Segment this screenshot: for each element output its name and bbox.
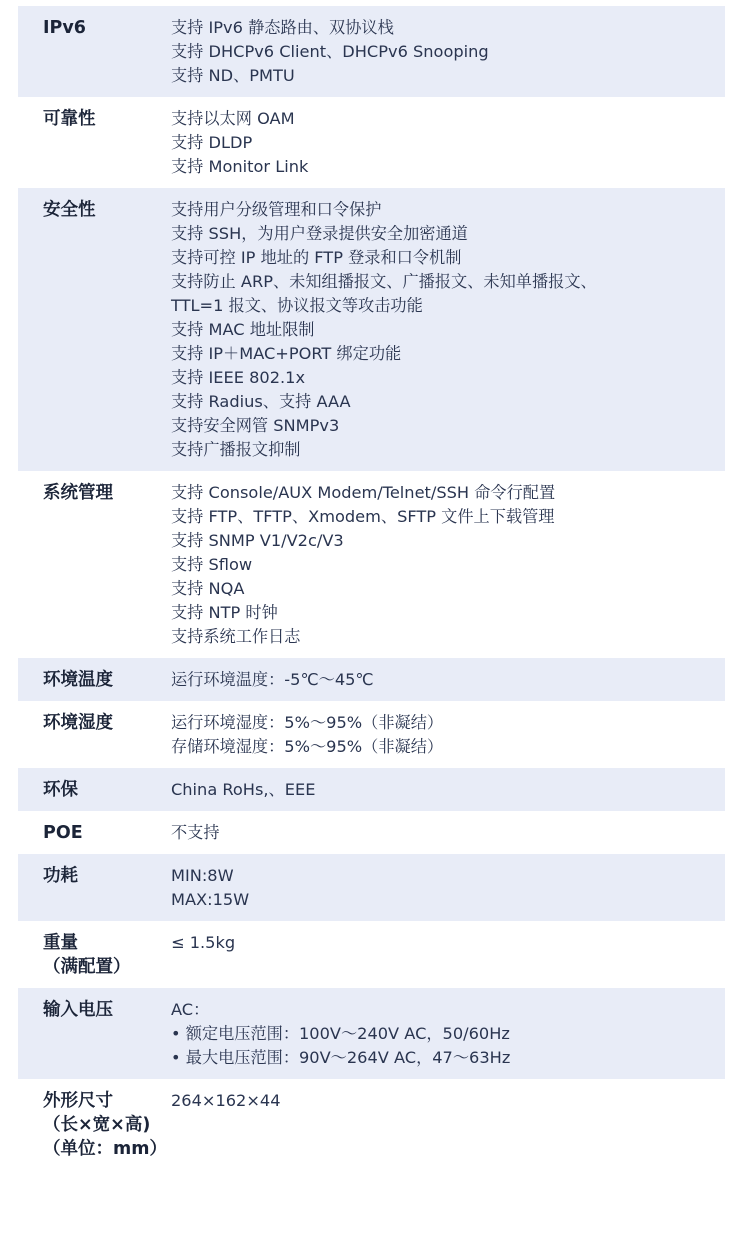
- spec-value-line: 支持 ND、PMTU: [171, 66, 295, 85]
- spec-value-line: 支持 IPv6 静态路由、双协议栈: [171, 18, 394, 37]
- spec-values: [171, 1089, 725, 1113]
- spec-label-line: 可靠性: [43, 109, 96, 129]
- spec-values: [171, 481, 725, 649]
- spec-values: [171, 16, 725, 88]
- spec-label: [18, 198, 171, 222]
- spec-value-line: 支持安全网管 SNMPv3: [171, 416, 340, 435]
- spec-value-line: ≤ 1.5kg: [171, 933, 236, 952]
- spec-row: [18, 811, 725, 854]
- spec-value-line: 支持 SSH，为用户登录提供安全加密通道: [171, 224, 468, 243]
- spec-value-line: 支持 IEEE 802.1x: [171, 368, 306, 387]
- spec-values: [171, 778, 725, 802]
- spec-value-line: 存储环境湿度：5%～95%（非凝结）: [171, 737, 444, 756]
- spec-value-line: 支持 FTP、TFTP、Xmodem、SFTP 文件上下载管理: [171, 507, 555, 526]
- spec-value-line: 支持 Radius、支持 AAA: [171, 392, 351, 411]
- spec-label-line: 功耗: [43, 866, 78, 886]
- spec-value-line: 支持防止 ARP、未知组播报文、广播报文、未知单播报文、: [171, 272, 597, 291]
- spec-label: [18, 931, 171, 979]
- spec-row: [18, 97, 725, 188]
- spec-value-line: • 额定电压范围：100V～240V AC，50/60Hz: [171, 1024, 510, 1043]
- spec-label: [18, 821, 171, 845]
- spec-value-line: 不支持: [171, 823, 220, 842]
- spec-value-line: China RoHs,、EEE: [171, 780, 316, 799]
- spec-values: [171, 198, 725, 462]
- spec-value-line: MIN:8W: [171, 866, 234, 885]
- spec-value-line: 运行环境湿度：5%～95%（非凝结）: [171, 713, 444, 732]
- spec-label-line: 重量: [43, 933, 78, 953]
- spec-values: [171, 711, 725, 759]
- spec-label-line: 外形尺寸: [43, 1091, 113, 1111]
- spec-label: [18, 16, 171, 40]
- spec-row: [18, 6, 725, 97]
- spec-value-line: 支持 MAC 地址限制: [171, 320, 315, 339]
- spec-values: [171, 864, 725, 912]
- spec-label: [18, 107, 171, 131]
- spec-value-line: 支持广播报文抑制: [171, 440, 301, 459]
- spec-row: [18, 658, 725, 701]
- spec-value-line: 支持 SNMP V1/V2c/V3: [171, 531, 344, 550]
- spec-value-line: TTL=1 报文、协议报文等攻击功能: [171, 296, 423, 315]
- spec-row: [18, 988, 725, 1079]
- spec-label: [18, 998, 171, 1022]
- spec-label-line: 环境湿度: [43, 713, 113, 733]
- spec-label: [18, 668, 171, 692]
- spec-label-line: 输入电压: [43, 1000, 113, 1020]
- spec-label: [18, 481, 171, 505]
- spec-label-line: IPv6: [43, 18, 86, 38]
- spec-value-line: • 最大电压范围：90V～264V AC，47～63Hz: [171, 1048, 511, 1067]
- spec-value-line: 支持用户分级管理和口令保护: [171, 200, 382, 219]
- spec-value-line: 运行环境温度：-5℃～45℃: [171, 670, 374, 689]
- spec-row: [18, 471, 725, 658]
- spec-value-line: 支持 NTP 时钟: [171, 603, 278, 622]
- spec-row: [18, 768, 725, 811]
- spec-values: [171, 668, 725, 692]
- spec-label-line: （满配置）: [43, 957, 131, 977]
- spec-label-line: 环境温度: [43, 670, 113, 690]
- spec-label: [18, 1089, 171, 1161]
- spec-row: [18, 701, 725, 768]
- spec-values: [171, 107, 725, 179]
- spec-value-line: 支持 DHCPv6 Client、DHCPv6 Snooping: [171, 42, 489, 61]
- spec-label: [18, 778, 171, 802]
- spec-value-line: 支持 Monitor Link: [171, 157, 309, 176]
- spec-value-line: MAX:15W: [171, 890, 250, 909]
- spec-row: [18, 1079, 725, 1170]
- spec-value-line: 支持 NQA: [171, 579, 245, 598]
- spec-values: [171, 821, 725, 845]
- spec-label: [18, 864, 171, 888]
- spec-label-line: 环保: [43, 780, 78, 800]
- spec-value-line: 264×162×44: [171, 1091, 281, 1110]
- spec-values: [171, 998, 725, 1070]
- spec-value-line: 支持 DLDP: [171, 133, 253, 152]
- spec-values: [171, 931, 725, 955]
- spec-value-line: 支持以太网 OAM: [171, 109, 295, 128]
- spec-value-line: 支持 IP＋MAC+PORT 绑定功能: [171, 344, 402, 363]
- spec-value-line: 支持 Sflow: [171, 555, 253, 574]
- spec-value-line: 支持可控 IP 地址的 FTP 登录和口令机制: [171, 248, 462, 267]
- spec-label-line: （长×宽×高): [43, 1115, 151, 1135]
- spec-label-line: （单位：mm）: [43, 1139, 167, 1159]
- spec-value-line: 支持系统工作日志: [171, 627, 301, 646]
- spec-value-line: AC：: [171, 1000, 210, 1019]
- spec-value-line: 支持 Console/AUX Modem/Telnet/SSH 命令行配置: [171, 483, 556, 502]
- spec-row: [18, 921, 725, 988]
- spec-row: [18, 854, 725, 921]
- spec-label: [18, 711, 171, 735]
- spec-label-line: 安全性: [43, 200, 96, 220]
- spec-table: [18, 6, 725, 1170]
- spec-row: [18, 188, 725, 471]
- spec-label-line: POE: [43, 823, 83, 843]
- spec-label-line: 系统管理: [43, 483, 113, 503]
